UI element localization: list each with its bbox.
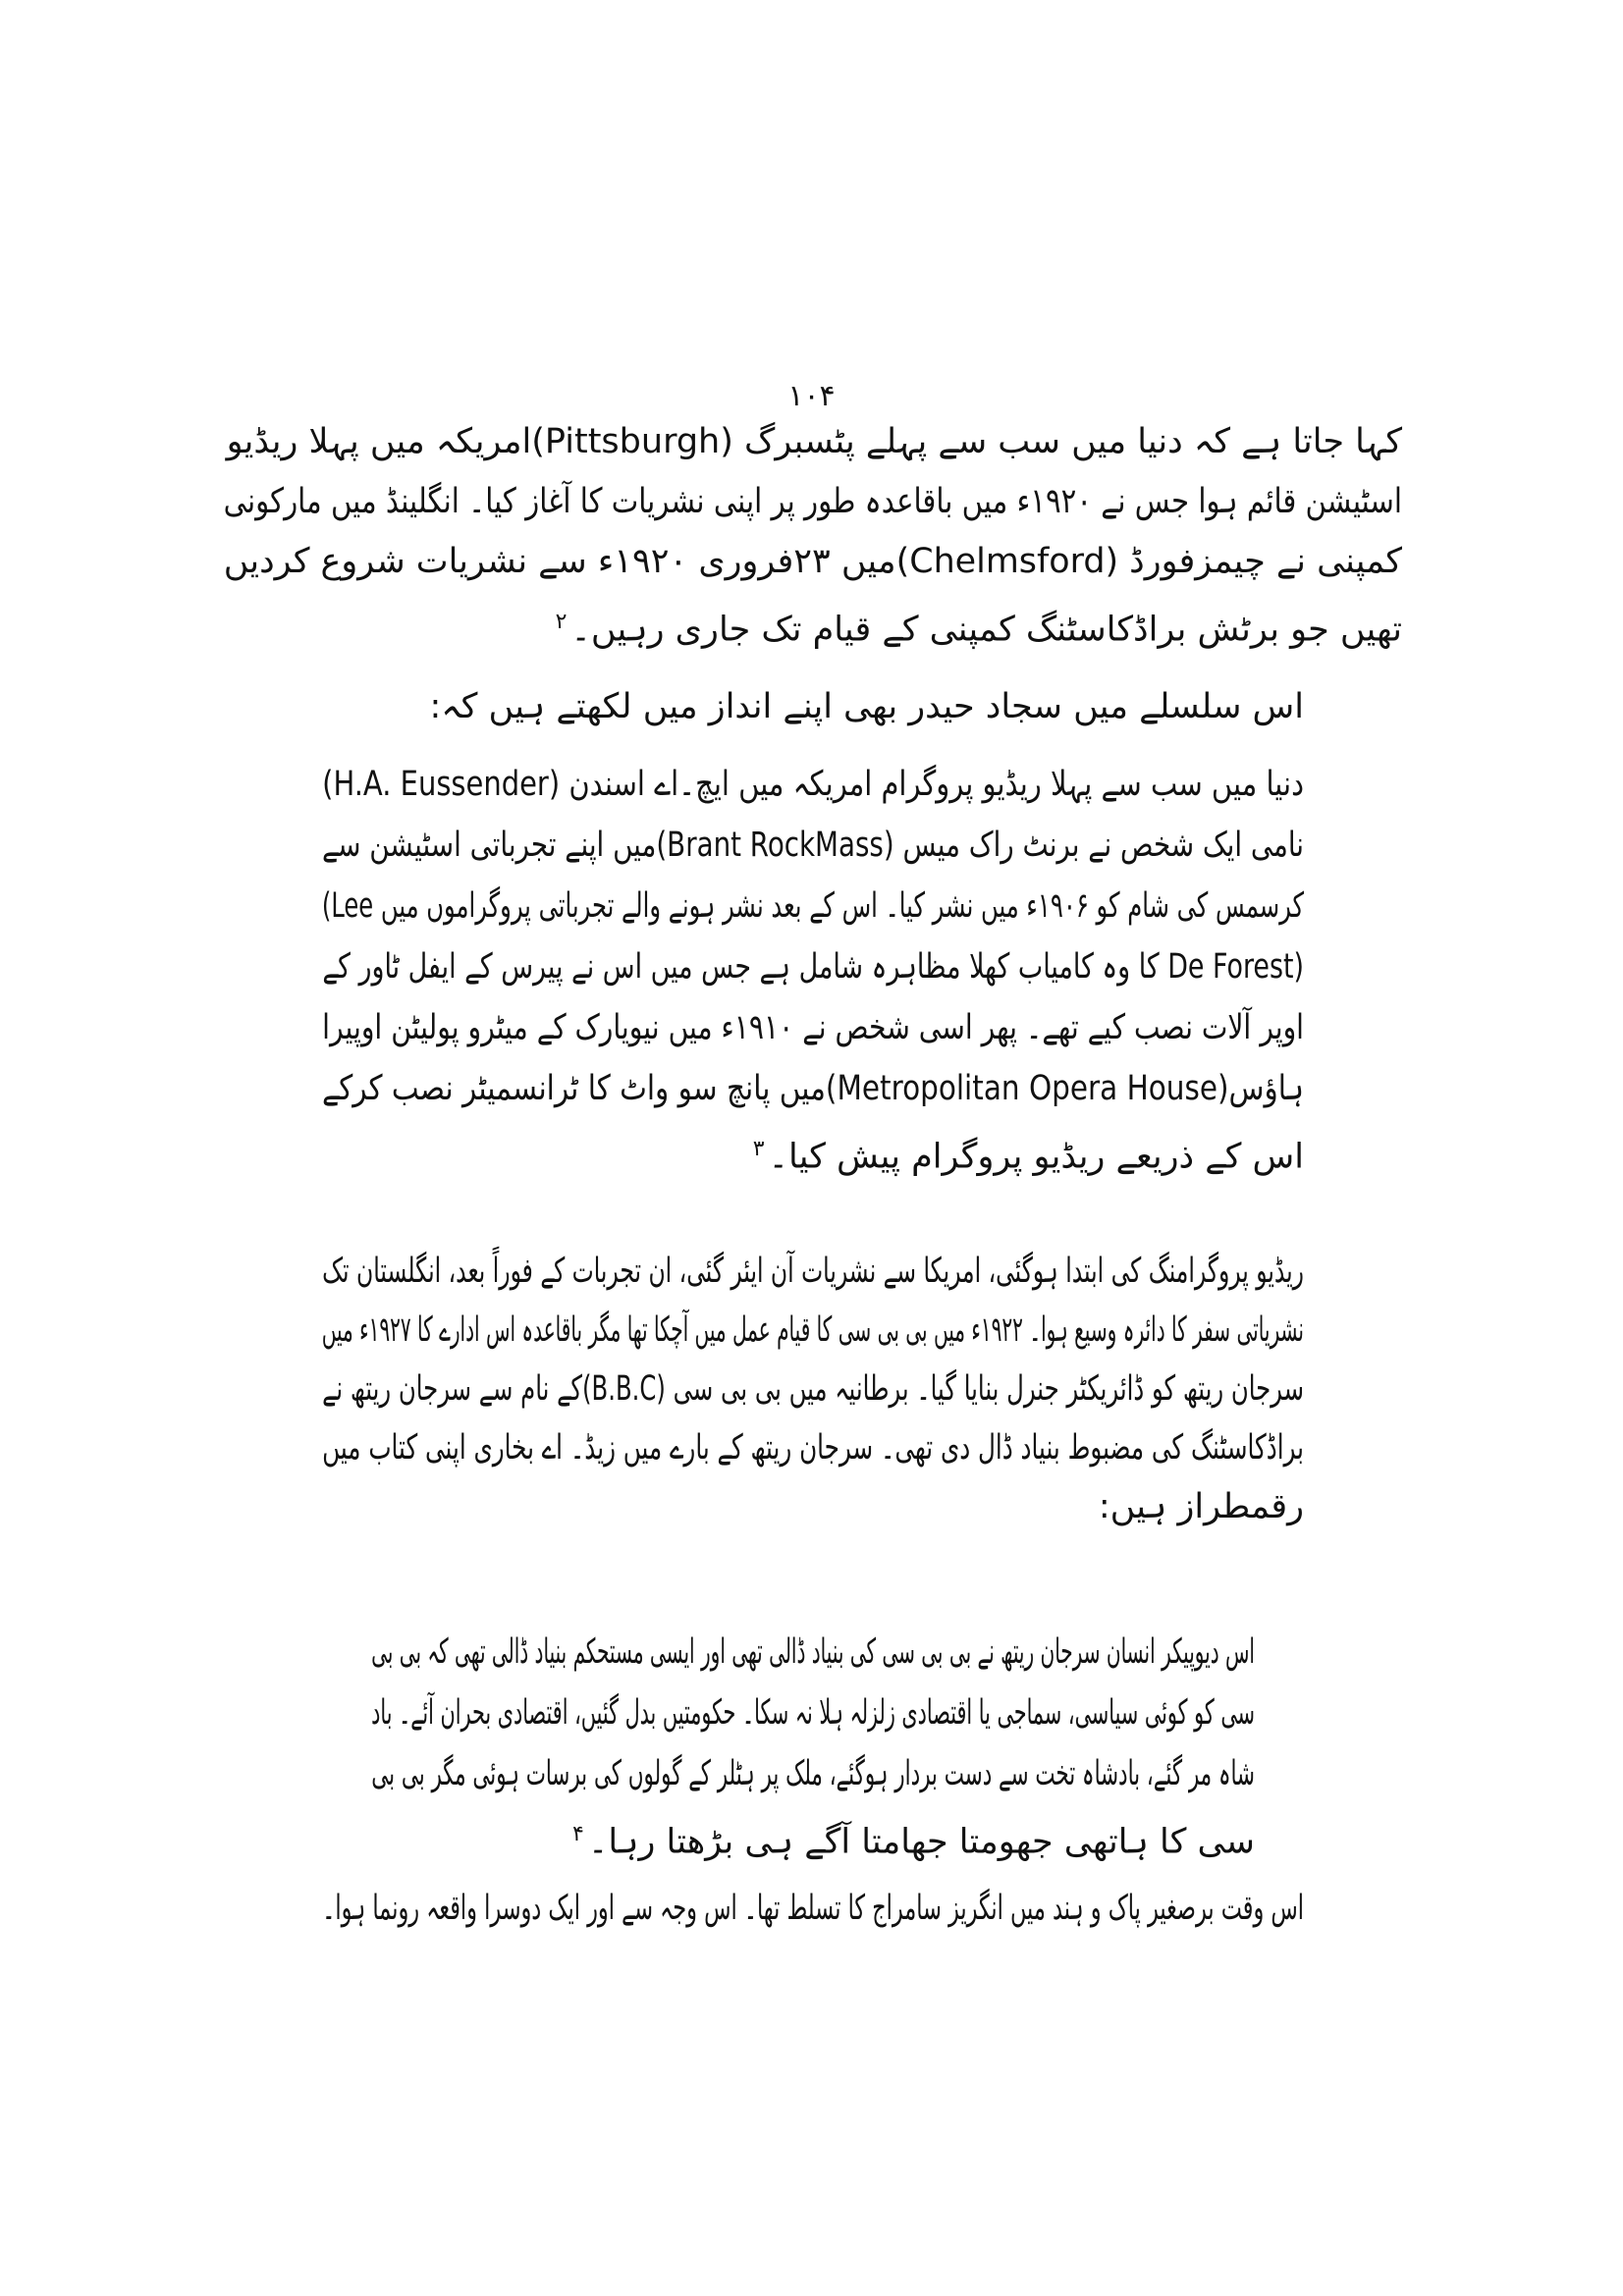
paragraph-3-line-2: نشریاتی سفر کا دائرہ وسیع ہوا۔ ۱۹۲۲ء میں بی بی سی کا قیام عمل میں آچکا تھا مگر باقاعدہ اس ادارے کا ۱۹۲۷ء میں	[321, 1310, 1304, 1350]
quote-1-line-1: دنیا میں سب سے پہلا ریڈیو پروگرام امریکہ میں ایچ۔اے اسندن (H.A. Eussender)	[322, 765, 1304, 804]
quote-2	[371, 1622, 1255, 1873]
quote-2-line-4	[371, 1804, 1255, 1873]
paragraph-1-line-2: اسٹیشن قائم ہوا جس نے ۱۹۲۰ء میں باقاعدہ طور پر اپنی نشریات کا آغاز کیا۔ انگلینڈ میں مارکونی	[223, 482, 1402, 521]
paragraph-1	[224, 412, 1402, 661]
quote-2-line-3: شاہ مر گئے، بادشاہ تخت سے دست بردار ہوگئے، ملک پر ہٹلر کے گولوں کی برسات ہوئی مگر بی بی	[371, 1754, 1255, 1793]
quote-1-line-4: (De Forest کا وہ کامیاب کھلا مظاہرہ شامل ہے جس میں اس نے پیرس کے ایفل ٹاور کے	[322, 947, 1304, 987]
paragraph-3-line-1: ریڈیو پروگرامنگ کی ابتدا ہوگئی، امریکا سے نشریات آن ایئر گئی، ان تجربات کے فوراً بعد، انگلستان تک	[322, 1252, 1304, 1291]
quote-1-line-7-text: اس کے ذریعے ریڈیو پروگرام پیش کیا۔	[768, 1137, 1304, 1177]
paragraph-1-line-3: کمپنی نے چیمزفورڈ (Chelmsford)میں ۲۳فروری ۱۹۲۰ء سے نشریات شروع کردیں	[223, 542, 1402, 581]
quote-1-line-6: ہاؤس(Metropolitan Opera House)میں پانچ سو واٹ کا ٹرانسمیٹر نصب کرکے	[321, 1069, 1304, 1108]
quote-1	[322, 754, 1304, 1188]
quote-1-line-7	[322, 1119, 1304, 1188]
page-number: ۱۰۴	[787, 379, 836, 413]
paragraph-1-line-4-text: تھیں جو برٹش براڈکاسٹنگ کمپنی کے قیام تک جاری رہیں۔	[570, 610, 1402, 650]
paragraph-1-line-4	[224, 592, 1402, 661]
footnote-marker: ۲	[555, 610, 568, 634]
quote-1-line-2: نامی ایک شخص نے برنٹ راک میس (Brant RockMass)میں اپنے تجرباتی اسٹیشن سے	[322, 826, 1304, 865]
paragraph-3-line-5: رقمطراز ہیں:	[1098, 1487, 1304, 1526]
paragraph-4-line-1: اس وقت برصغیر پاک و ہند میں انگریز سامراج کا تسلط تھا۔ اس وجہ سے اور ایک دوسرا واقعہ رونما ہوا۔	[322, 1889, 1305, 1928]
footnote-marker: ۴	[572, 1822, 584, 1846]
quote-2-line-2: سی کو کوئی سیاسی، سماجی یا اقتصادی زلزلہ ہلا نہ سکا۔ حکومتیں بدل گئیں، اقتصادی بحران آئے۔ باد	[371, 1693, 1255, 1733]
quote-1-line-3: کرسمس کی شام کو ۱۹۰۶ء میں نشر کیا۔ اس کے بعد نشر ہونے والے تجرباتی پروگراموں میں Lee)	[321, 886, 1304, 926]
paragraph-4	[322, 1879, 1304, 1938]
paragraph-2	[322, 677, 1304, 736]
footnote-marker: ۳	[752, 1137, 765, 1161]
paragraph-3-line-3: سرجان ریتھ کو ڈائریکٹر جنرل بنایا گیا۔ برطانیہ میں بی بی سی (B.B.C)کے نام سے سرجان ریتھ نے	[322, 1369, 1304, 1409]
quote-2-line-4-text: سی کا ہاتھی جھومتا جھامتا آگے ہی بڑھتا رہا۔	[587, 1822, 1255, 1862]
paragraph-2-line-1: اس سلسلے میں سجاد حیدر بھی اپنے انداز میں لکھتے ہیں کہ:	[429, 687, 1304, 726]
paragraph-3	[322, 1242, 1304, 1536]
paragraph-1-line-1: کہا جاتا ہے کہ دنیا میں سب سے پہلے پٹسبرگ (Pittsburgh)امریکہ میں پہلا ریڈیو	[226, 422, 1402, 461]
quote-1-line-5: اوپر آلات نصب کیے تھے۔ پھر اسی شخص نے ۱۹۱۰ء میں نیویارک کے میٹرو پولیٹن اوپیرا	[322, 1008, 1304, 1047]
paragraph-3-line-4: براڈکاسٹنگ کی مضبوط بنیاد ڈال دی تھی۔ سرجان ریتھ کے بارے میں زیڈ۔ اے بخاری اپنی کتاب میں	[322, 1428, 1304, 1468]
quote-2-line-1: اس دیوپیکر انسان سرجان ریتھ نے بی بی سی کی بنیاد ڈالی تھی اور ایسی مستحکم بنیاد ڈالی تھی کہ بی بی	[371, 1632, 1255, 1672]
